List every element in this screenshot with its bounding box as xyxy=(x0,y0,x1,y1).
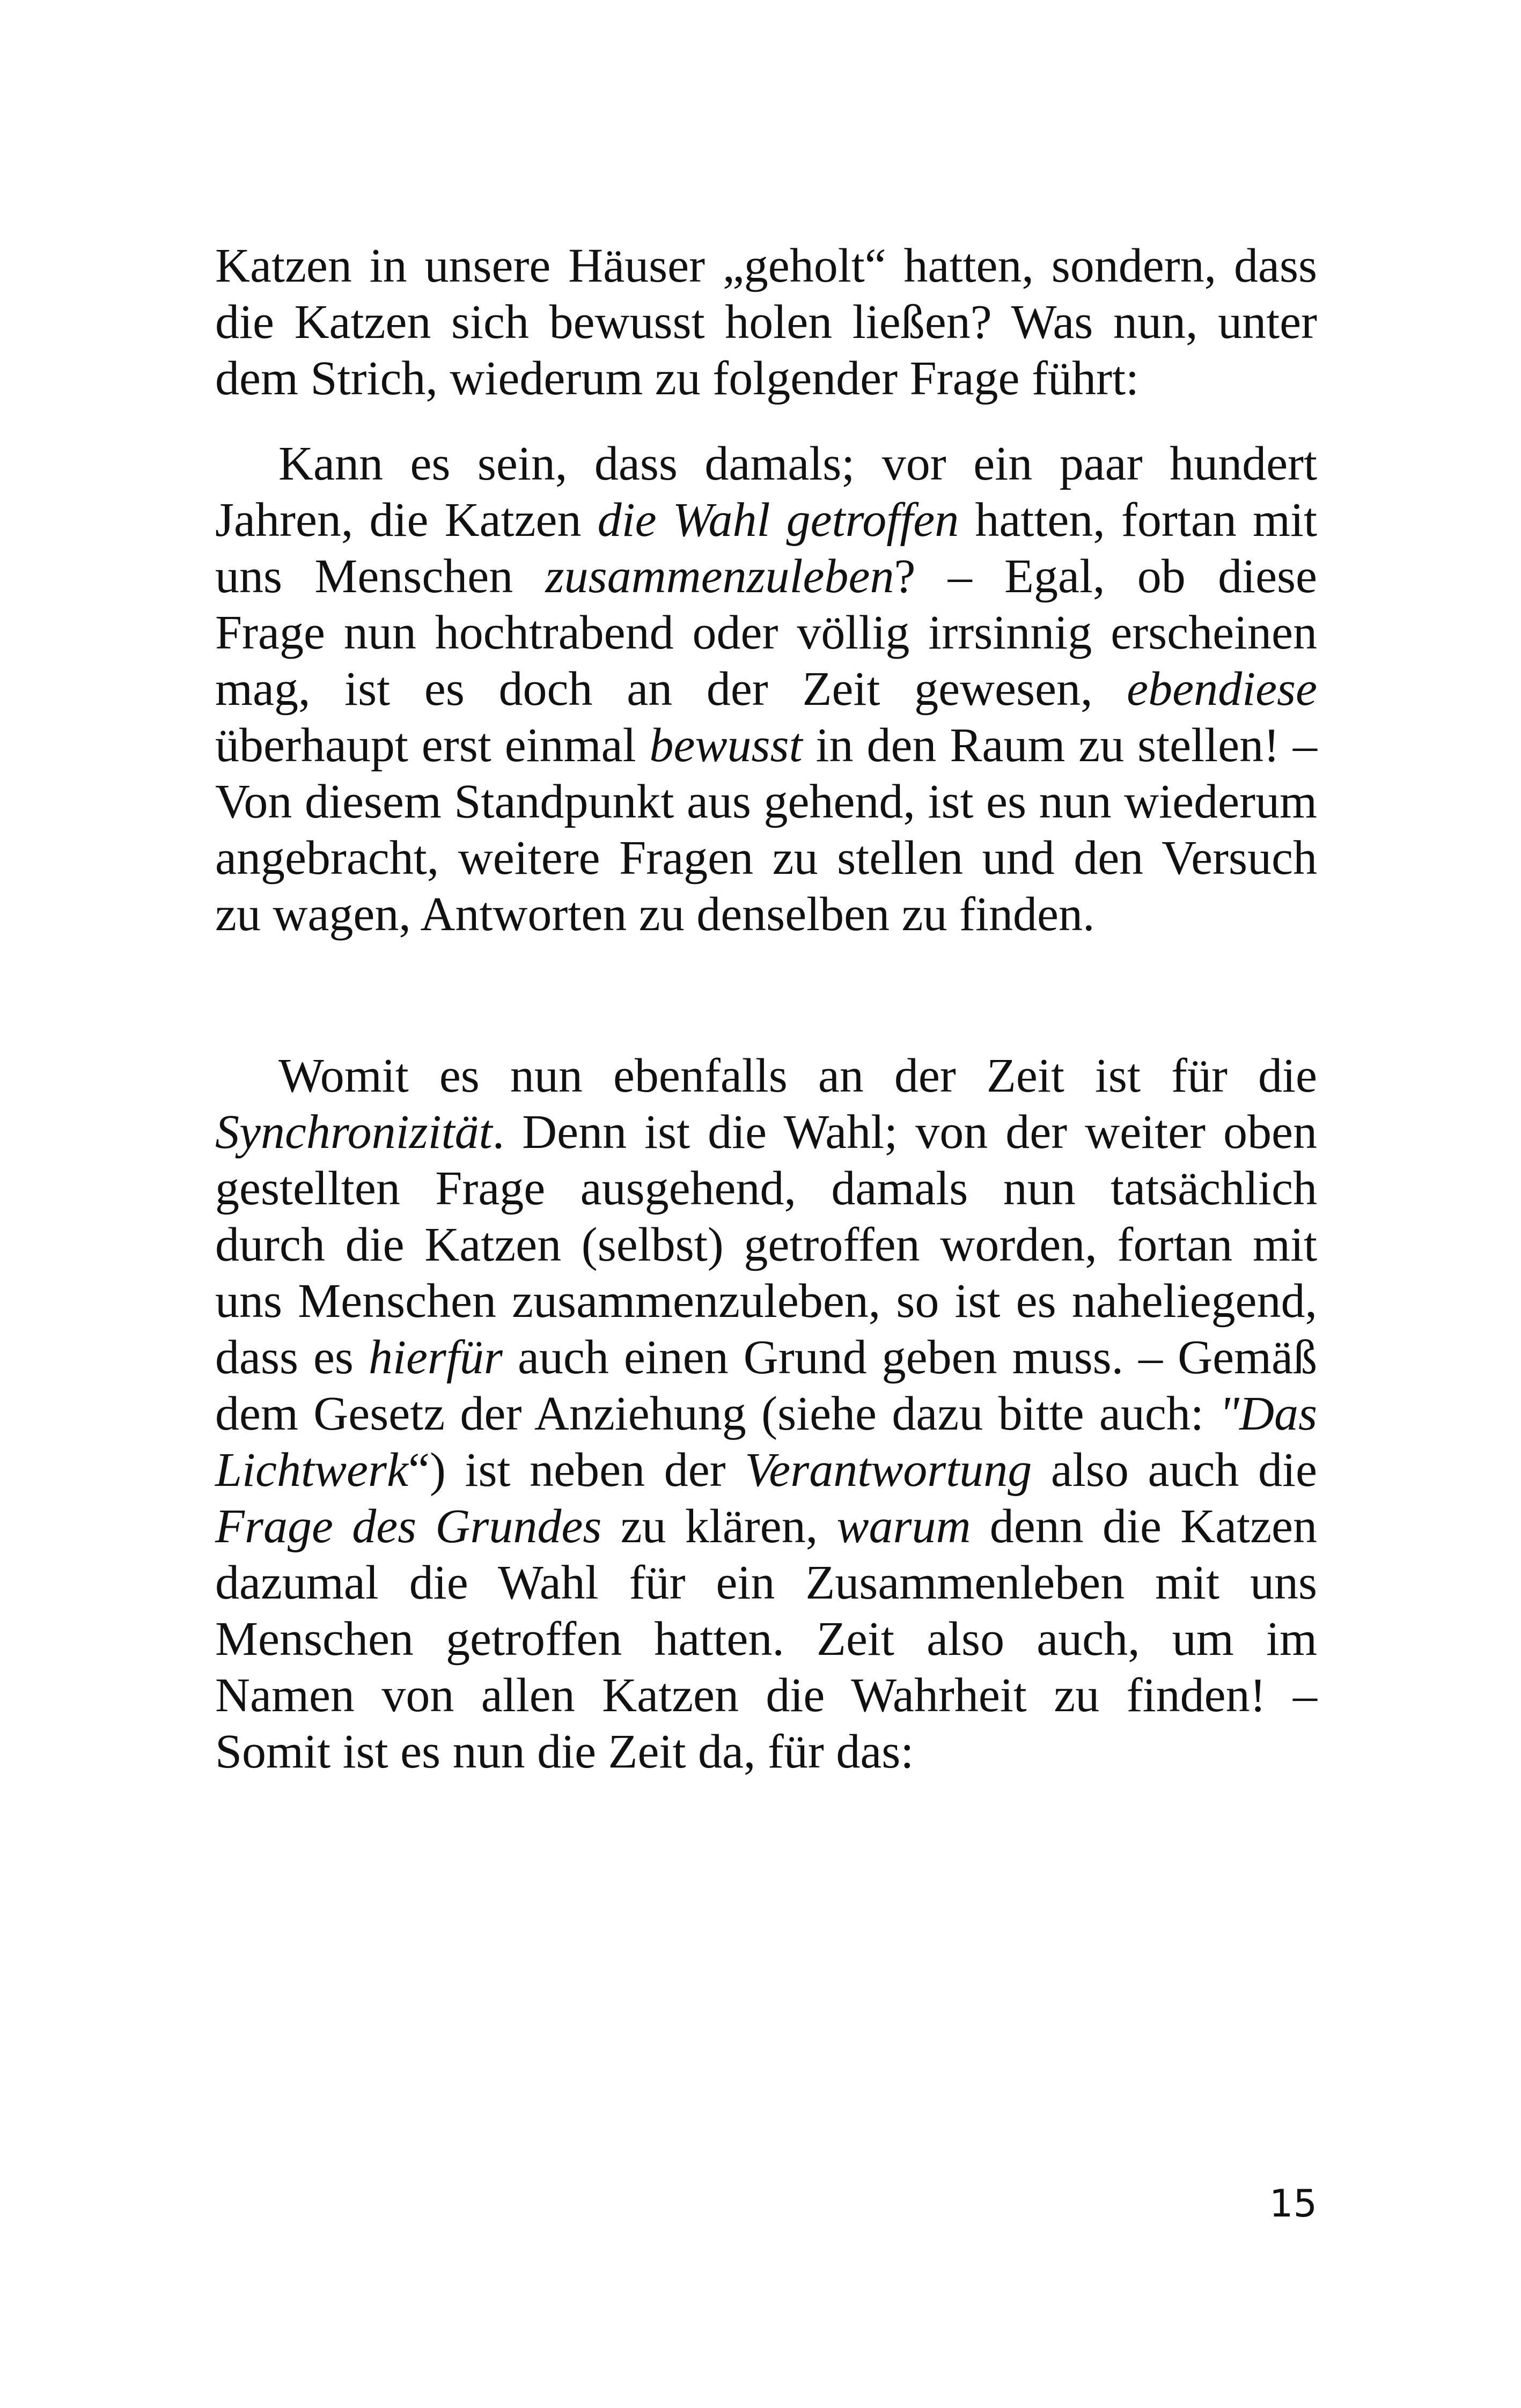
italic-text: Synchronizität xyxy=(215,1106,493,1159)
italic-text: hierfür xyxy=(368,1331,503,1384)
text-segment: . Denn ist die Wahl; von der weiter oben gestellten Frage ausgehend, damals nun tatsächlich durch die Katzen (selbst) getroffen worden, fortan mit uns Menschen zusammenzuleben, so ist es naheliegend, dass es xyxy=(215,1106,1317,1384)
text-block-2 xyxy=(215,436,1317,942)
text-segment: überhaupt erst einmal xyxy=(215,719,650,772)
paragraph xyxy=(215,436,1317,942)
text-segment: also auch die xyxy=(1032,1444,1317,1497)
text-segment: ? – Egal, ob diese Frage nun hochtrabend oder völlig irrsinnig erscheinen mag, ist es doch an der Zeit gewesen, xyxy=(215,550,1318,716)
italic-text: ebendiese xyxy=(1127,662,1317,716)
italic-text: Frage des Grundes xyxy=(215,1500,602,1553)
italic-text: die Wahl getroffen xyxy=(597,494,959,547)
text-segment: hatten, fortan mit uns Menschen xyxy=(215,494,1317,603)
paragraph xyxy=(215,1048,1317,1780)
italic-text: Verantwortung xyxy=(745,1444,1032,1497)
paragraph xyxy=(215,238,1317,407)
text-segment: Womit es nun ebenfalls an der Zeit ist für die xyxy=(278,1049,1317,1102)
text-segment: denn die Katzen dazumal die Wahl für ein Zusammenleben mit uns Menschen getroffen hatten. Zeit also auch, um im Namen von allen Katzen die Wahrheit zu finden! – Somit ist es nun die Zeit da, für das: xyxy=(215,1500,1317,1778)
text-block-3 xyxy=(215,1048,1317,1780)
italic-text: bewusst xyxy=(649,719,803,772)
italic-text: "Das Lichtwerk xyxy=(215,1387,1317,1497)
page-number: 15 xyxy=(1269,2182,1317,2226)
italic-text: warum xyxy=(836,1500,971,1553)
text-segment: in den Raum zu stellen! – Von diesem Standpunkt aus gehend, ist es nun wiederum angebracht, weitere Fragen zu stellen und den Versuch zu wagen, Antworten zu denselben zu finden. xyxy=(215,719,1317,941)
italic-text: zusammenzuleben xyxy=(545,550,894,603)
text-segment: Kann es sein, dass damals; vor ein paar hundert Jahren, die Katzen xyxy=(215,437,1317,547)
text-segment: Katzen in unsere Häuser „geholt“ hatten, sondern, dass die Katzen sich bewusst holen ließen? Was nun, unter dem Strich, wiederum zu folgender Frage führt: xyxy=(215,239,1317,405)
text-segment: auch einen Grund geben muss. – Gemäß dem Gesetz der Anziehung (siehe dazu bitte auch: xyxy=(215,1331,1317,1440)
text-segment: “) ist neben der xyxy=(408,1444,745,1497)
text-block-1 xyxy=(215,238,1317,407)
text-segment: zu klären, xyxy=(601,1500,837,1553)
